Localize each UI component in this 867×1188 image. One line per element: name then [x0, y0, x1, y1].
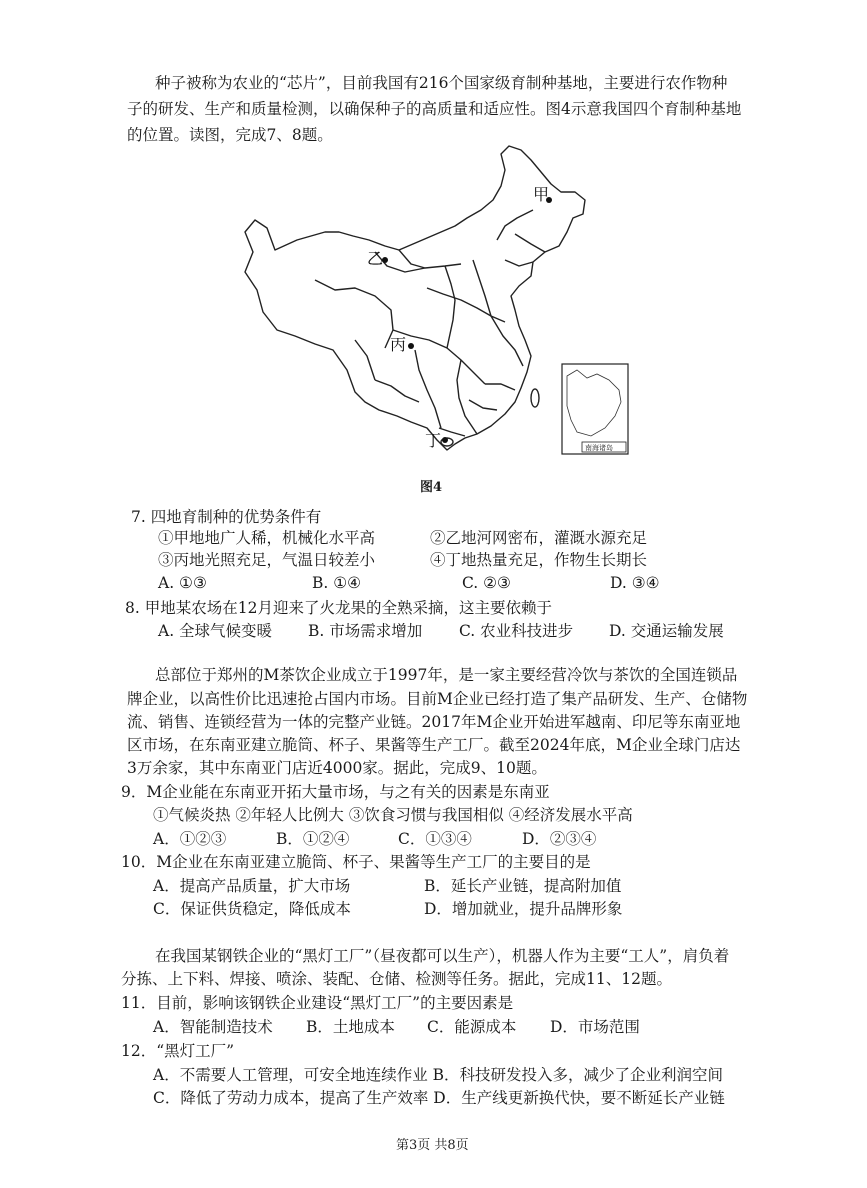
china-map-figure [215, 140, 645, 470]
intro1-line-2: 子的研发、生产和质量检测，以确保种子的高质量和适应性。图4示意我国四个育制种基地 [127, 100, 742, 118]
label-bing: 丙 [390, 335, 407, 354]
q9-option-a[interactable]: A．①②③ [153, 830, 227, 848]
intro1-line-1: 种子被称为农业的“芯片”，目前我国有216个国家级育制种基地，主要进行农作物种 [155, 74, 728, 92]
intro3-line-1: 在我国某钢铁企业的“黑灯工厂”（昼夜都可以生产），机器人作为主要“工人”，肩负着 [155, 947, 730, 965]
q7-item-1: ①甲地地广人稀，机械化水平高 [158, 529, 376, 547]
q11-option-c[interactable]: C．能源成本 [427, 1018, 517, 1036]
q8-option-b[interactable]: B. 市场需求增加 [308, 622, 423, 640]
q10-option-c[interactable]: C．保证供货稳定，降低成本 [153, 900, 351, 918]
q8-option-a[interactable]: A. 全球气候变暖 [158, 622, 273, 640]
q12-line-2[interactable]: C．降低了劳动力成本，提高了生产效率 D．生产线更新换代快，要不断延长产业链 [153, 1089, 725, 1107]
q10-option-a[interactable]: A．提高产品质量，扩大市场 [153, 877, 351, 895]
q9-stem: 9．M企业能在东南亚开拓大量市场，与之有关的因素是东南亚 [121, 783, 550, 801]
q9-items: ①气候炎热 ②年轻人比例大 ③饮食习惯与我国相似 ④经济发展水平高 [153, 806, 633, 824]
q7-item-3: ③丙地光照充足，气温日较差小 [158, 551, 376, 569]
south-china-sea-inset [562, 364, 628, 454]
intro2-line-2: 牌企业，以高性价比迅速抢占国内市场。目前M企业已经打造了集产品研发、生产、仓储物 [127, 690, 748, 708]
intro2-line-4: 区市场，在东南亚建立脆筒、杯子、果酱等生产工厂。截至2024年底，M企业全球门店达 [127, 736, 741, 754]
intro3-line-2: 分拣、上下料、焊接、喷涂、装配、仓储、检测等任务。据此，完成11、12题。 [121, 970, 672, 988]
taiwan-island [531, 389, 539, 407]
label-jia: 甲 [533, 185, 550, 204]
label-ding: 丁 [425, 431, 442, 450]
q9-option-d[interactable]: D．②③④ [522, 830, 597, 848]
q11-option-d[interactable]: D．市场范围 [550, 1018, 640, 1036]
q10-option-b[interactable]: B．延长产业链，提高附加值 [424, 877, 622, 895]
q11-option-a[interactable]: A．智能制造技术 [153, 1018, 273, 1036]
q8-stem: 8. 甲地某农场在12月迎来了火龙果的全熟采摘，这主要依赖于 [125, 599, 552, 617]
label-yi: 乙 [367, 249, 384, 268]
intro2-line-1: 总部位于郑州的M茶饮企业成立于1997年，是一家主要经营冷饮与茶饮的全国连锁品 [155, 666, 738, 684]
q7-stem: 7. 四地育制种的优势条件有 [131, 508, 322, 526]
q8-option-d[interactable]: D. 交通运输发展 [609, 622, 724, 640]
q7-option-c[interactable]: C. ②③ [462, 574, 511, 592]
q9-option-b[interactable]: B．①②④ [276, 830, 350, 848]
page-footer: 第3页 共8页 [396, 1138, 469, 1153]
q7-option-a[interactable]: A. ①③ [158, 574, 207, 592]
q11-option-b[interactable]: B．土地成本 [306, 1018, 395, 1036]
q7-option-b[interactable]: B. ①④ [312, 574, 362, 592]
point-ding-marker [442, 437, 448, 443]
q12-line-1[interactable]: A．不需要人工管理，可安全地连续作业 B．科技研发投入多，减少了企业利润空间 [153, 1066, 724, 1084]
q11-stem: 11．目前，影响该钢铁企业建设“黑灯工厂”的主要因素是 [121, 994, 514, 1012]
inset-label: 南海诸岛 [585, 444, 613, 452]
q10-stem: 10．M企业在东南亚建立脆筒、杯子、果酱等生产工厂的主要目的是 [121, 853, 591, 871]
q7-option-d[interactable]: D. ③④ [610, 574, 660, 592]
q7-item-4: ④丁地热量充足，作物生长期长 [430, 551, 648, 569]
map-caption: 图4 [420, 480, 443, 495]
intro1-line-3: 的位置。读图，完成7、8题。 [127, 126, 333, 144]
q12-stem: 12．“黑灯工厂” [121, 1042, 235, 1060]
q10-option-d[interactable]: D．增加就业，提升品牌形象 [424, 900, 623, 918]
q7-item-2: ②乙地河网密布，灌溉水源充足 [430, 529, 648, 547]
q9-option-c[interactable]: C．①③④ [398, 830, 472, 848]
point-bing-marker [408, 343, 414, 349]
intro2-line-5: 3万余家，其中东南亚门店近4000家。据此，完成9、10题。 [127, 759, 547, 777]
q8-option-c[interactable]: C. 农业科技进步 [459, 622, 574, 640]
intro2-line-3: 流、销售、连锁经营为一体的完整产业链。2017年M企业开始进军越南、印尼等东南亚地 [127, 713, 741, 731]
